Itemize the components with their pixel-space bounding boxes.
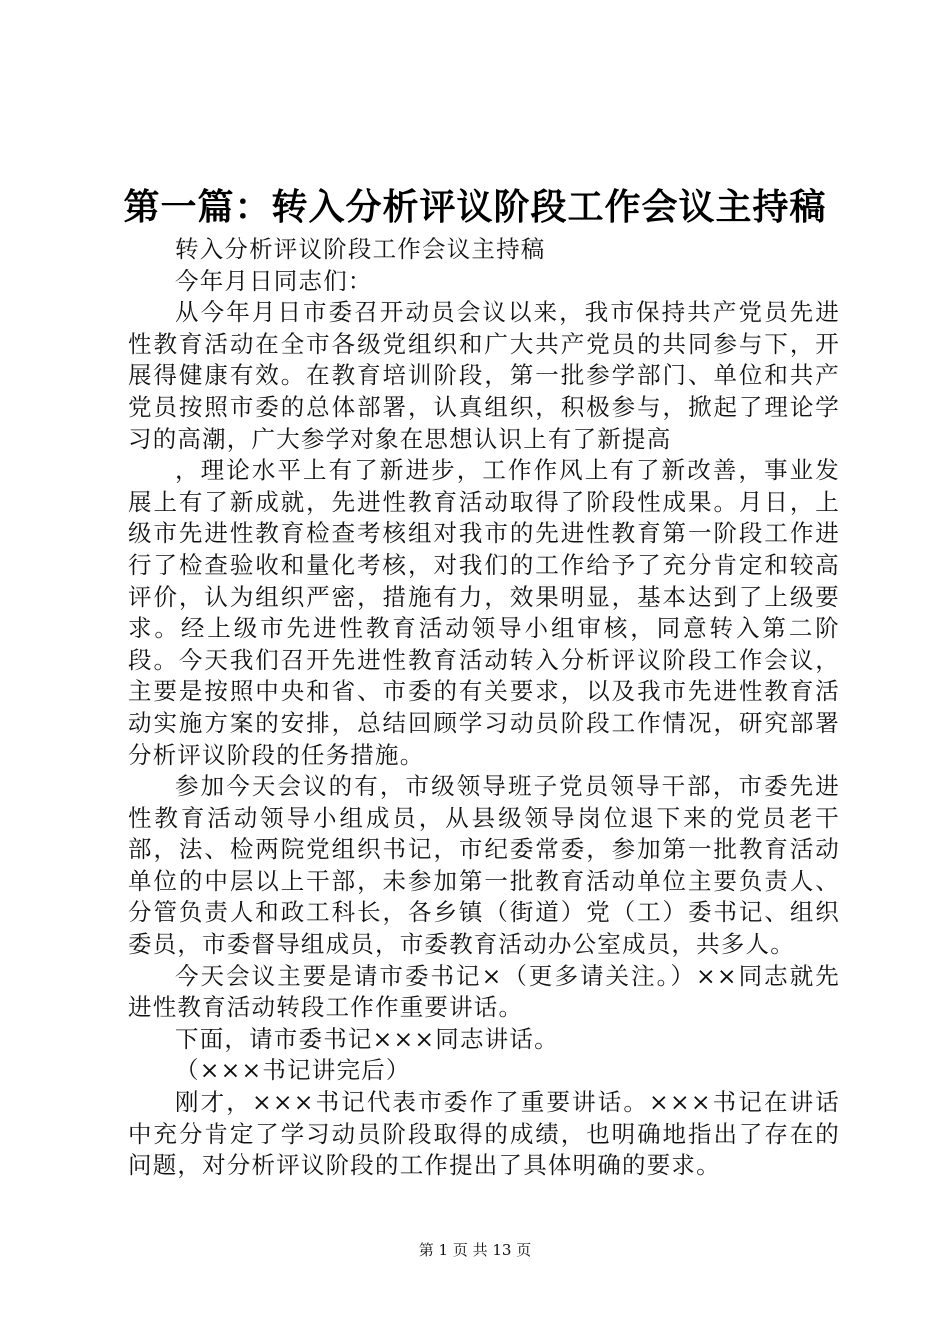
page-number-footer: 第 1 页 共 13 页: [418, 1241, 532, 1259]
document-body: [128, 234, 840, 1182]
paragraph: 下面，请市委书记×××同志讲话。: [175, 1024, 559, 1053]
paragraph: 今年月日同志们：: [175, 266, 373, 295]
paragraph: 从今年月日市委召开动员会议以来，我市保持共产党员先进性教育活动在全市各级党组织和广大共产党员的共同参与下，开展得健康有效。在教育培训阶段，第一批参学部门、单位和共产党员按照市委的总体部署，认真组织，积极参与，掀起了理论学习的高潮，广大参学对象在思想认识上有了新提高: [128, 298, 840, 453]
paragraph: 今天会议主要是请市委书记×（更多请关注。）××同志就先进性教育活动转段工作作重要讲话。: [128, 961, 840, 1022]
paragraph: ，理论水平上有了新进步，工作作风上有了新改善，事业发展上有了新成就，先进性教育活动取得了阶段性成果。月日，上级市先进性教育检查考核组对我市的先进性教育第一阶段工作进行了检查验收和量化考核，对我们的工作给予了充分肯定和较高评价，认为组织严密，措施有力，效果明显，基本达到了上级要求。经上级市先进性教育活动领导小组审核，同意转入第二阶段。今天我们召开先进性教育活动转入分析评议阶段工作会议，主要是按照中央和省、市委的有关要求，以及我市先进性教育活动实施方案的安排，总结回顾学习动员阶段工作情况，研究部署分析评议阶段的任务措施。: [128, 456, 840, 769]
document-title: 第一篇：转入分析评议阶段工作会议主持稿: [123, 187, 827, 228]
paragraph: 刚才，×××书记代表市委作了重要讲话。×××书记在讲话中充分肯定了学习动员阶段取得的成绩，也明确地指出了存在的问题，对分析评议阶段的工作提出了具体明确的要求。: [128, 1088, 840, 1180]
paragraph: 转入分析评议阶段工作会议主持稿: [175, 235, 546, 263]
paragraph: （×××书记讲完后）: [175, 1056, 411, 1085]
paragraph: 参加今天会议的有，市级领导班子党员领导干部，市委先进性教育活动领导小组成员，从县级领导岗位退下来的党员老干部，法、检两院党组织书记，市纪委常委，参加第一批教育活动单位的中层以上干部，未参加第一批教育活动单位主要负责人、分管负责人和政工科长，各乡镇（街道）党（工）委书记、组织委员，市委督导组成员，市委教育活动办公室成员，共多人。: [128, 772, 840, 959]
